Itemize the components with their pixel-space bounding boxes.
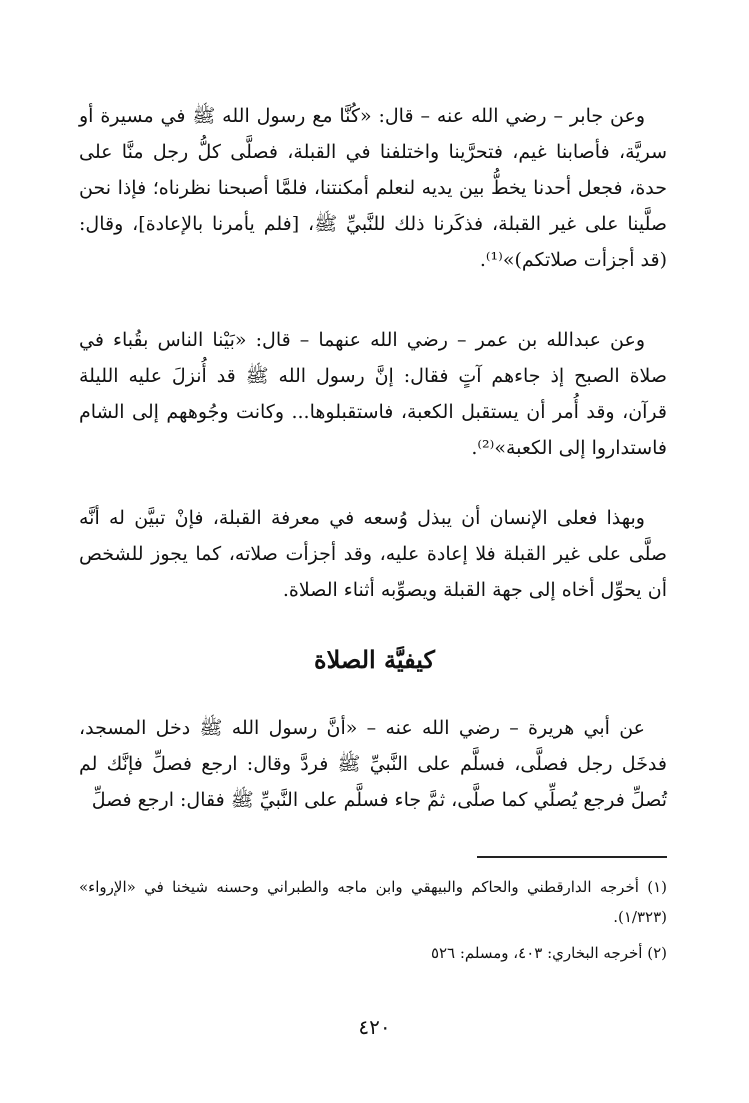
paragraph-abu-hurayra xyxy=(79,710,667,818)
footnote-2: (٢) أخرجه البخاري: ٤٠٣، ومسلم: ٥٢٦ xyxy=(430,944,667,962)
footnote-divider xyxy=(477,856,667,858)
page-number: ٤٢٠ xyxy=(358,1015,391,1039)
footnote-1: (١) أخرجه الدارقطني والحاكم والبيهقي وابن ماجه والطبراني وحسنه شيخنا في «الإرواء» (١/٣٢٣). xyxy=(79,878,667,926)
section-heading: كيفيَّة الصلاة xyxy=(314,645,435,674)
paragraph-ibn-umar xyxy=(79,322,667,466)
paragraph-text: عن أبي هريرة – رضي الله عنه – «أنَّ رسول الله ﷺ دخل المسجد، فدخَل رجل فصلَّى، فسلَّم على النَّبيِّ ﷺ فردَّ وقال: ارجع فصلِّ فإنَّك لم تُصلِّ فرجع يُصلِّي كما صلَّى، ثمَّ جاء فسلَّم على النَّبيِّ ﷺ فقال: ارجع فصلِّ xyxy=(79,717,667,811)
paragraph-text: وعن جابر – رضي الله عنه – قال: «كُنَّا مع رسول الله ﷺ في مسيرة أو سريَّة، فأصابنا غيم، فتحرَّينا واختلفنا في القبلة، فصلَّى كلُّ رجل منَّا على حدة، فجعل أحدنا يخطُّ بين يديه لنعلم أمكنتنا، فلمَّا أصبحنا نظرناه؛ فإذا نحن صلَّينا على غير القبلة، فذكَرنا ذلك للنَّبيِّ ﷺ، [فلم يأمرنا بالإعادة]، وقال: (قد أجزأت صلاتكم)»⁽¹⁾. xyxy=(79,105,667,271)
paragraph-text: وبهذا فعلى الإنسان أن يبذل وُسعه في معرفة القبلة، فإنْ تبيَّن له أنَّه صلَّى على غير القبلة فلا إعادة عليه، وقد أجزأت صلاته، كما يجوز للشخص أن يحوِّل أخاه إلى جهة القبلة ويصوِّبه أثناء الصلاة. xyxy=(79,507,667,601)
paragraph-qibla-ruling xyxy=(79,500,667,608)
paragraph-jabir xyxy=(79,98,667,278)
paragraph-text: وعن عبدالله بن عمر – رضي الله عنهما – قال: «بَيْنا الناس بقُباء في صلاة الصبح إذ جاءهم آتٍ فقال: إنَّ رسول الله ﷺ قد أُنزلَ عليه الليلة قرآن، وقد أُمر أن يستقبل الكعبة، فاستقبلوها... وكانت وجُوههم إلى الشام فاستداروا إلى الكعبة»⁽²⁾. xyxy=(79,329,667,459)
footnotes xyxy=(79,872,667,974)
